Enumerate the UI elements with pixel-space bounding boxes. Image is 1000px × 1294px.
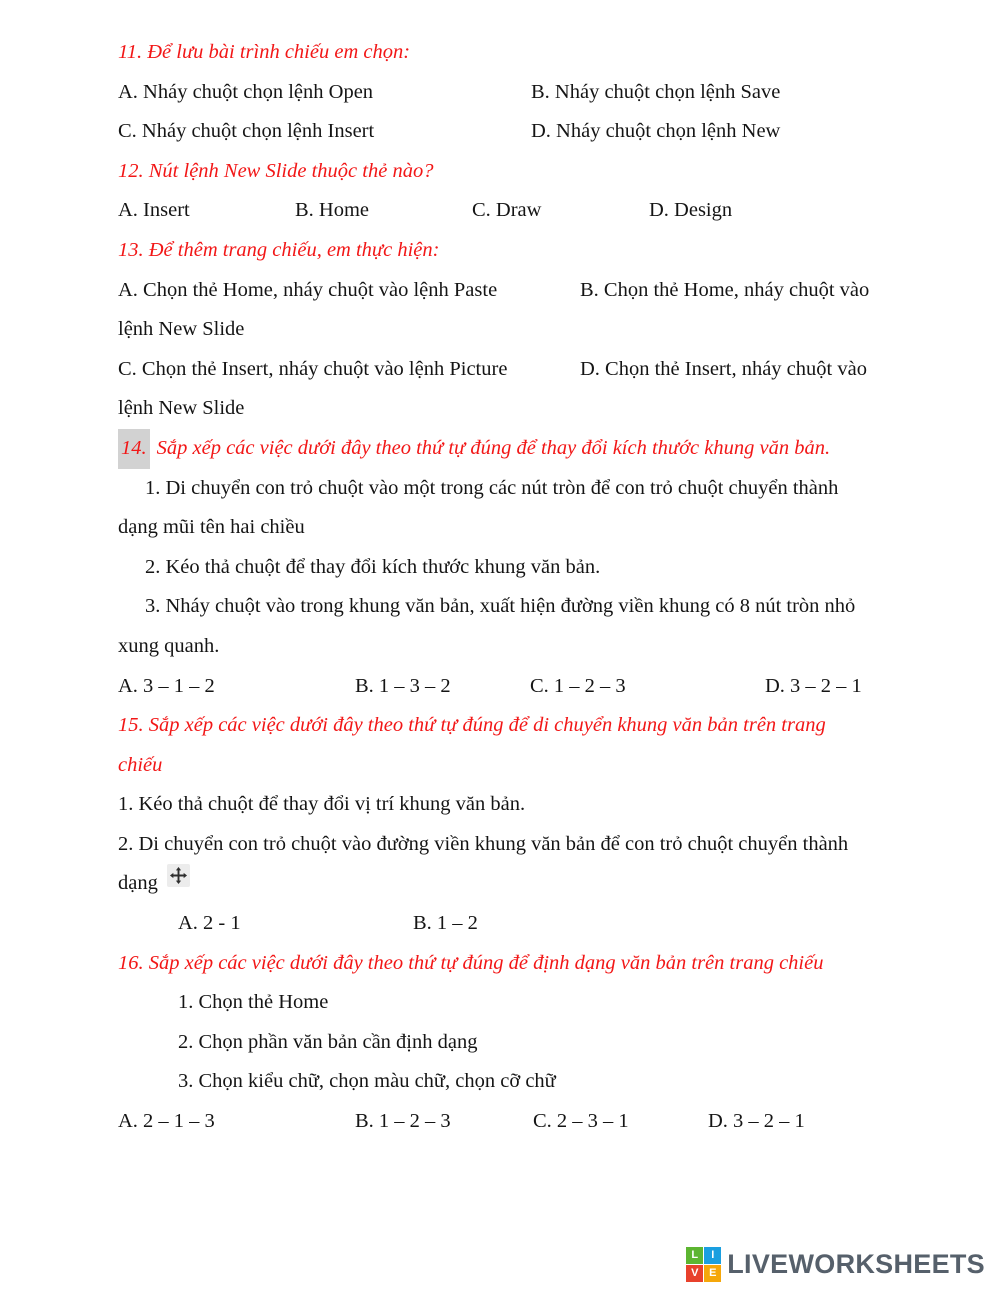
option: C. 1 – 2 – 3 [530,674,626,697]
text-span: 2. Chọn phần văn bản cần định dạng [178,1030,478,1053]
question-heading [118,706,940,746]
option: D. Nháy chuột chọn lệnh New [531,120,781,143]
text-span: 13. Để thêm trang chiếu, em thực hiện: [118,238,440,261]
option: A. 2 – 1 – 3 [118,1110,215,1133]
text-line [118,389,940,429]
move-cursor-icon [167,864,190,887]
question-14 [118,429,940,706]
liveworksheets-brand: LIVEWORKSHEETS [727,1249,985,1279]
option: C. 2 – 3 – 1 [533,1110,629,1133]
option: D. 3 – 2 – 1 [708,1110,805,1133]
liveworksheets-logo-icon [686,1247,721,1282]
text-span: lệnh New Slide [118,318,245,341]
option: A. Chọn thẻ Home, nháy chuột vào lệnh Paste [118,278,498,301]
text-line [118,548,940,588]
question-heading [118,152,940,192]
question-11 [118,33,940,152]
options-row [118,271,940,311]
text-span: 1. Di chuyển con trỏ chuột vào một trong các nút tròn để con trỏ chuột chuyển thành [145,476,839,499]
text-span: 3. Nháy chuột vào trong khung văn bản, xuất hiện đường viền khung có 8 nút tròn nhỏ [145,595,856,618]
options-row [118,112,940,152]
text-line [118,1023,940,1063]
option: A. Nháy chuột chọn lệnh Open [118,80,374,103]
text-line [118,785,940,825]
question-heading [118,944,940,984]
text-span: 3. Chọn kiểu chữ, chọn màu chữ, chọn cỡ chữ [178,1070,556,1093]
text-span: Sắp xếp các việc dưới đây theo thứ tự đúng để thay đổi kích thước khung văn bản. [156,436,831,459]
text-span: 1. Kéo thả chuột để thay đổi vị trí khung văn bản. [118,793,526,816]
logo-tile-e: E [704,1265,721,1282]
option: D. 3 – 2 – 1 [765,674,862,697]
question-12 [118,152,940,231]
logo-tile-v: V [686,1265,703,1282]
worksheet-body [118,33,940,1142]
question-13 [118,231,940,429]
text-line [118,983,940,1023]
text-span: 15. Sắp xếp các việc dưới đây theo thứ tự đúng để di chuyển khung văn bản trên trang [118,714,826,737]
options-row [118,191,940,231]
option: C. Nháy chuột chọn lệnh Insert [118,120,375,143]
text-span: lệnh New Slide [118,397,245,420]
text-line [118,864,940,904]
options-row [118,73,940,113]
text-span: xung quanh. [118,634,220,657]
text-span: dạng [118,872,158,895]
option: C. Chọn thẻ Insert, nháy chuột vào lệnh Picture [118,357,508,380]
option: B. Nháy chuột chọn lệnh Save [531,80,781,103]
options-row [118,904,940,944]
question-heading [118,746,940,786]
question-heading [118,33,940,73]
text-span: 16. Sắp xếp các việc dưới đây theo thứ tự đúng để định dạng văn bản trên trang chiếu [118,951,824,974]
question-15 [118,706,940,944]
option: B. 1 – 3 – 2 [355,674,451,697]
options-row [118,1102,940,1142]
text-line [118,1062,940,1102]
option: A. 3 – 1 – 2 [118,674,215,697]
option: C. Draw [472,199,542,222]
logo-tile-l: L [686,1247,703,1264]
options-row [118,350,940,390]
text-span: 14. [118,429,150,469]
logo-tile-i: I [704,1247,721,1264]
text-span: chiếu [118,753,163,776]
option: B. 1 – 2 – 3 [355,1110,451,1133]
text-line [118,627,940,667]
option: D. Chọn thẻ Insert, nháy chuột vào [580,357,867,380]
option: B. 1 – 2 [413,912,478,935]
options-row [118,667,940,707]
text-line [118,310,940,350]
liveworksheets-footer[interactable] [686,1247,985,1282]
text-line [118,825,940,865]
question-heading [118,231,940,271]
text-span: 2. Kéo thả chuột để thay đổi kích thước khung văn bản. [145,555,601,578]
text-span: 12. Nút lệnh New Slide thuộc thẻ nào? [118,159,434,182]
text-span: 2. Di chuyển con trỏ chuột vào đường viền khung văn bản để con trỏ chuột chuyển thành [118,832,849,855]
text-span: 11. Để lưu bài trình chiếu em chọn: [118,41,411,63]
question-16 [118,944,940,1142]
option: D. Design [649,199,733,222]
text-line [118,508,940,548]
option: A. 2 - 1 [178,912,241,935]
text-span: 1. Chọn thẻ Home [178,991,329,1014]
text-span: dạng mũi tên hai chiều [118,516,305,539]
text-line [118,469,940,509]
option: B. Home [295,199,370,222]
option: B. Chọn thẻ Home, nháy chuột vào [580,278,870,301]
option: A. Insert [118,199,190,222]
text-line [118,587,940,627]
question-heading [118,429,940,469]
